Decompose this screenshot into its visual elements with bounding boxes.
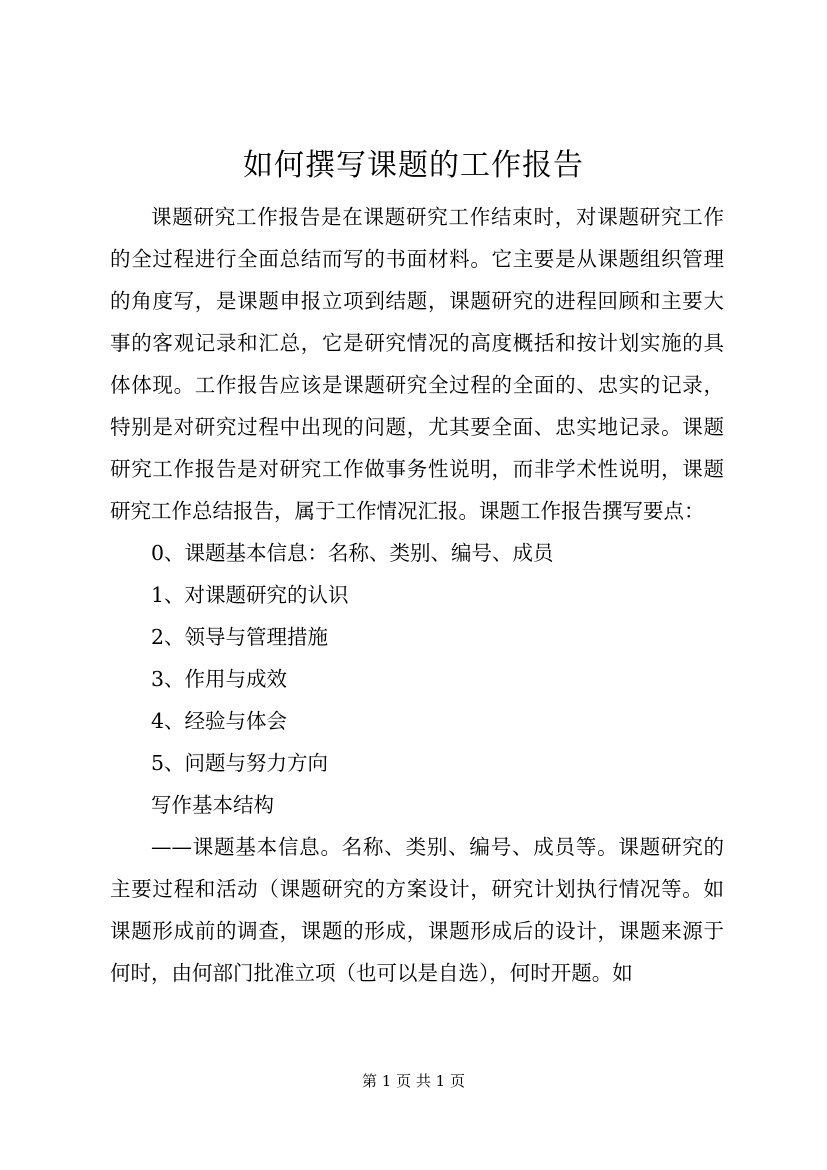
structure-heading: 写作基本结构 [151,793,274,817]
list-item: 5、问题与努力方向 [151,751,329,775]
list-item: 1、对课题研究的认识 [151,583,349,607]
list-item: 4、经验与体会 [151,709,288,733]
page-number-footer: 第 1 页 共 1 页 [362,1072,465,1090]
list-item: 2、领导与管理措施 [151,625,329,649]
structure-paragraph: ——课题基本信息。名称、类别、编号、成员等。课题研究的主要过程和活动（课题研究的方案设计，研究计划执行情况等。如课题形成前的调查，课题的形成，课题形成后的设计，课题来源于何时，由何部门批准立项（也可以是自选），何时开题。如 [110,835,724,985]
key-points-list [110,532,724,784]
intro-paragraph: 课题研究工作报告是在课题研究工作结束时，对课题研究工作的全过程进行全面总结而写的书面材料。它主要是从课题组织管理的角度写，是课题申报立项到结题，课题研究的进程回顾和主要大事的客观记录和汇总，它是研究情况的高度概括和按计划实施的具体体现。工作报告应该是课题研究全过程的全面的、忠实的记录，特别是对研究过程中出现的问题，尤其要全面、忠实地记录。课题研究工作报告是对研究工作做事务性说明，而非学术性说明，课题研究工作总结报告，属于工作情况汇报。课题工作报告撰写要点： [110,205,724,523]
list-item: 0、课题基本信息：名称、类别、编号、成员 [151,541,554,565]
document-body [110,196,724,994]
list-item: 3、作用与成效 [151,667,288,691]
document-title: 如何撰写课题的工作报告 [243,148,584,183]
